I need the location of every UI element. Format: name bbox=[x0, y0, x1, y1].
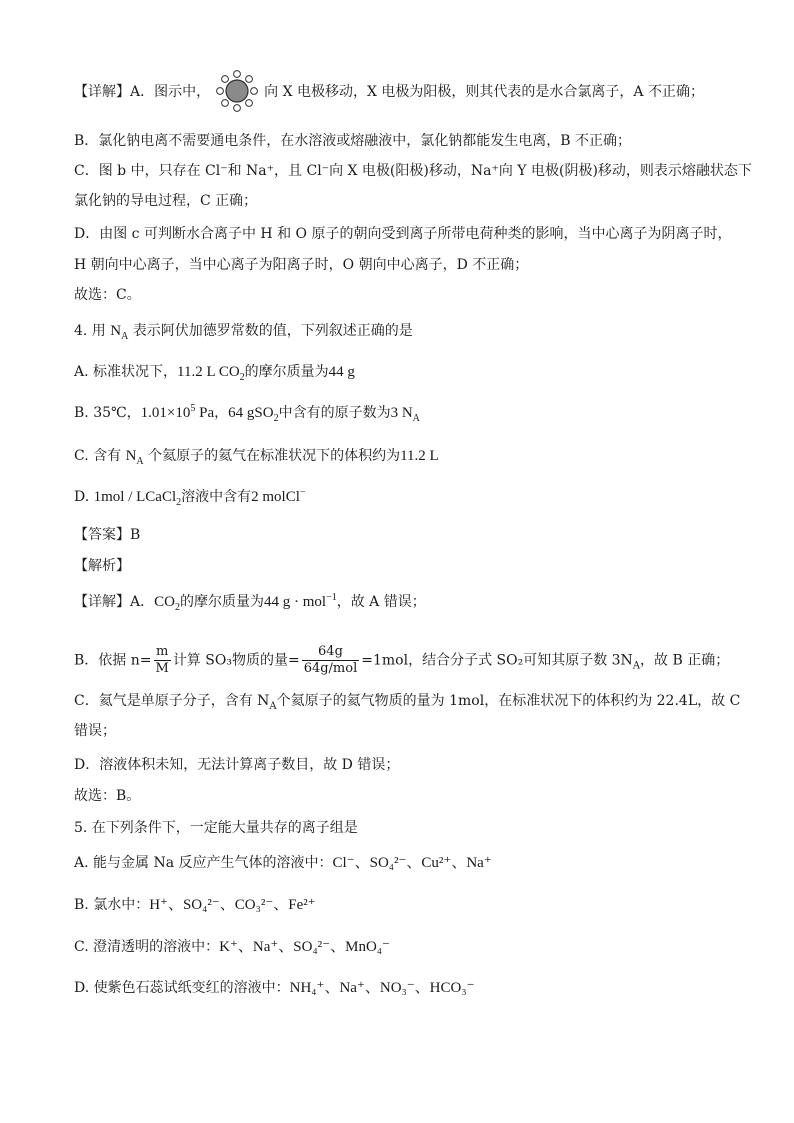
q3-detail-d-line1: D．由图 c 可判断水合离子中 H 和 O 原子的朝向受到离子所带电荷种类的影响，当中心离子为阴离子时， bbox=[74, 226, 732, 242]
q4-explain-d: D．溶液体积未知，无法计算离子数目，故 D 错误； bbox=[74, 757, 400, 773]
q4-explain-c-line1: C．氦气是单原子分子，含有 $N_A$个氦原子的氦气物质的量为 1mol，在标准状况下的体积约为 22.4L，故 C bbox=[74, 693, 741, 712]
q4-answer-label: 【答案】B bbox=[74, 527, 141, 543]
q4-final-answer: 故选：B。 bbox=[74, 788, 141, 804]
q4-analysis-label: 【解析】 bbox=[74, 558, 130, 574]
q4-option-d: D. 1mol / LCaCl$_2$溶液中含有2 molCl− bbox=[74, 487, 306, 508]
q4-stem: 4. 用 $N_A$ 表示阿伏加德罗常数的值，下列叙述正确的是 bbox=[74, 323, 413, 342]
q5-option-a: A. 能与金属 Na 反应产生气体的溶液中：Cl⁻、SO₄²⁻、Cu²⁺、Na⁺ bbox=[74, 855, 492, 871]
q5-option-b: B. 氯水中：H⁺、SO₄²⁻、CO₃²⁻、Fe²⁺ bbox=[74, 897, 316, 913]
q3-detail-d-line2: H 朝向中心离子，当中心离子为阳离子时，O 朝向中心离子，D 不正确； bbox=[74, 257, 529, 273]
q4-option-c: C. 含有 $N_A$ 个氦原子的氦气在标准状况下的体积约为11.2 L bbox=[74, 448, 439, 467]
q4-explain-a: 【详解】A．$CO_2$的摩尔质量为44 g · mol$^{-1}$，故 A 错误； bbox=[74, 592, 426, 613]
q4-option-b: B. 35℃，$1.01\times 10^5$ Pa，64 gSO$_2$中含有的原子数为3 $N_A$ bbox=[74, 403, 420, 424]
q4-option-a: A. 标准状况下，11.2 L $CO_2$的摩尔质量为44 g bbox=[74, 364, 355, 383]
q3-detail-c-line2: 氯化钠的导电过程，C 正确； bbox=[74, 193, 258, 209]
hydrated-ion-diagram-icon bbox=[212, 68, 262, 114]
q3-detail-a: 【详解】A．图示中， 向 X 电极移动，X 电极为阳极，则其代表的是水合氯离子，A 不正确； bbox=[74, 82, 704, 102]
q3-detail-c-line1: C．图 b 中，只存在 Cl⁻和 Na⁺，且 Cl⁻向 X 电极(阳极)移动，Na⁺向 Y 电极(阴极)移动，则表示熔融状态下 bbox=[74, 163, 752, 179]
fraction-mass-over-molar-mass: $\frac{64g}{\text{64g/mol}}$ bbox=[303, 644, 358, 676]
q4-explain-c-line2: 错误； bbox=[74, 723, 116, 739]
na-symbol: $N_A$ bbox=[110, 323, 129, 342]
fraction-m-over-M: $\frac{m}{M}$ bbox=[155, 644, 169, 676]
q3-detail-b: B．氯化钠电离不需要通电条件，在水溶液或熔融液中，氯化钠都能发生电离，B 不正确； bbox=[74, 133, 632, 149]
q4-explain-b: B．依据 n= $\frac{m}{M}$ 计算 SO₃物质的量= $\frac{64g}{\text{64g/mol}}$ =1mol，结合分子式 SO₂可知其原子数 $3N_A$，故 B 正确； bbox=[74, 644, 730, 676]
q5-stem: 5. 在下列条件下，一定能大量共存的离子组是 bbox=[74, 820, 358, 836]
q5-option-d: D. 使紫色石蕊试纸变红的溶液中：NH₄⁺、Na⁺、NO₃⁻、HCO₃⁻ bbox=[74, 980, 475, 996]
q3-answer: 故选：C。 bbox=[74, 287, 141, 303]
q5-option-c: C. 澄清透明的溶液中：K⁺、Na⁺、SO₄²⁻、MnO₄⁻ bbox=[74, 939, 390, 955]
